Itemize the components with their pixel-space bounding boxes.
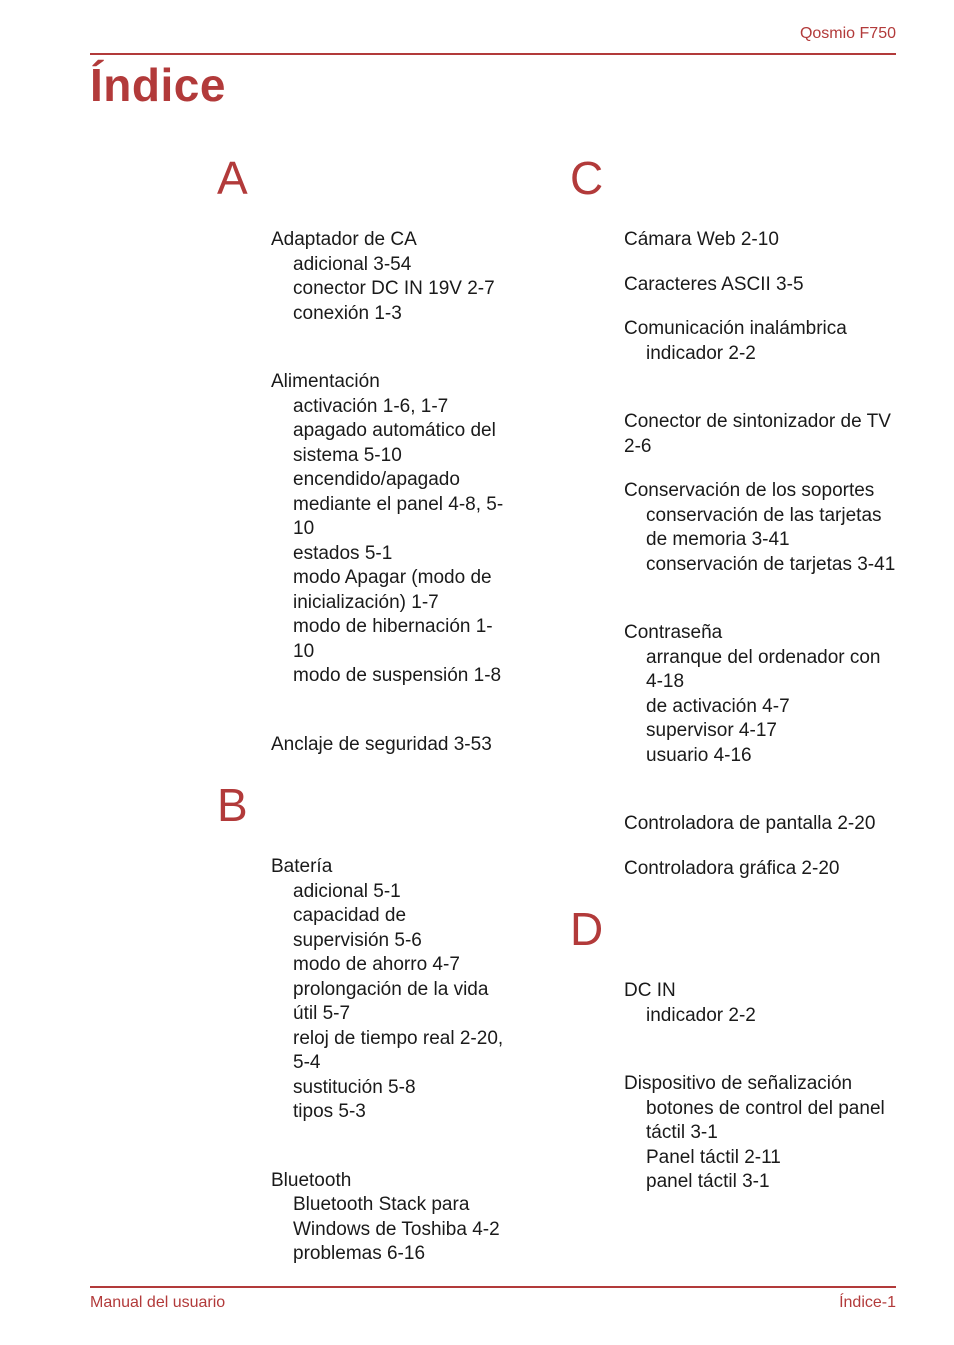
sub-entry: indicador 2-2 (646, 1004, 756, 1026)
entry-list (570, 206, 900, 881)
entry-term: Cámara Web 2-10 (624, 229, 779, 250)
index-entry (624, 273, 900, 298)
section-letter: B (217, 779, 248, 831)
entry-term: Contraseña (624, 622, 723, 643)
index-entry (271, 855, 507, 1125)
entry-term: DC IN (624, 980, 676, 1001)
index-entry (624, 812, 900, 837)
entry-term: Anclaje de seguridad 3-53 (271, 733, 492, 755)
entry-term: Bluetooth (271, 1169, 352, 1191)
sub-entry: conexión 1-3 (293, 302, 402, 324)
entry-term: Dispositivo de señalización (624, 1073, 853, 1094)
sub-entry: conector DC IN 19V 2-7 (293, 278, 495, 299)
index-entry (624, 410, 900, 459)
footer-rule (90, 1286, 896, 1288)
index-entry (271, 1169, 507, 1267)
entry-list (217, 833, 507, 1267)
entry-term: Conector de sintonizador de TV 2-6 (624, 411, 891, 457)
entry-term: Comunicación inalámbrica (624, 318, 847, 339)
index-entry (271, 733, 507, 758)
entry-term: Alimentación (271, 371, 380, 392)
footer-manual-title: Manual del usuario (90, 1294, 226, 1311)
sub-entry: modo Apagar (modo de inicialización) 1-7 (293, 567, 492, 613)
sub-entry: botones de control del panel táctil 3-1 (646, 1097, 885, 1143)
sub-entry: estados 5-1 (293, 542, 393, 564)
section-letter: C (570, 152, 604, 204)
sub-entry: encendido/apagado mediante el panel 4-8, 5-10 (293, 469, 504, 539)
index-entry (624, 979, 900, 1028)
index-entry (624, 228, 900, 253)
index-entry (271, 228, 507, 326)
entry-term: Caracteres ASCII 3-5 (624, 273, 804, 295)
footer-page-number: Índice-1 (839, 1294, 896, 1311)
index-entry (624, 621, 900, 768)
index-section (217, 777, 507, 1267)
section-letter: A (217, 152, 248, 204)
index-entry (624, 857, 900, 882)
sub-entry: adicional 5-1 (293, 880, 401, 902)
sub-entry: de activación 4-7 (646, 695, 790, 717)
entry-term: Controladora de pantalla 2-20 (624, 813, 876, 834)
index-section (570, 150, 900, 881)
sub-entry: problemas 6-16 (293, 1243, 426, 1264)
page-title: Índice (90, 59, 226, 111)
sub-entry: prolongación de la vida útil 5-7 (293, 978, 489, 1024)
index-column-right (570, 150, 900, 1239)
entry-term: Conservación de los soportes (624, 480, 875, 501)
index-entry (624, 317, 900, 366)
index-entry (624, 1072, 900, 1195)
sub-entry: arranque del ordenador con 4-18 (646, 646, 881, 692)
sub-entry: supervisor 4-17 (646, 720, 777, 741)
sub-entry: sustitución 5-8 (293, 1076, 416, 1098)
sub-entry: conservación de tarjetas 3-41 (646, 553, 896, 575)
index-entry (624, 479, 900, 577)
header-product-name: Qosmio F750 (799, 25, 896, 42)
sub-entry: conservación de las tarjetas de memoria 3-41 (646, 504, 882, 550)
sub-entry: capacidad de supervisión 5-6 (293, 905, 422, 951)
index-section (570, 901, 900, 1195)
header-rule (90, 53, 896, 55)
sub-entry: Panel táctil 2-11 (646, 1146, 781, 1168)
sub-entry: modo de hibernación 1-10 (293, 616, 493, 662)
entry-list (217, 206, 507, 757)
sub-entry: activación 1-6, 1-7 (293, 395, 449, 417)
entry-term: Adaptador de CA (271, 229, 417, 250)
entry-term: Batería (271, 856, 333, 877)
sub-entry: Bluetooth Stack para Windows de Toshiba 4-2 (293, 1194, 500, 1240)
section-letter: D (570, 903, 604, 955)
sub-entry: modo de suspensión 1-8 (293, 665, 502, 686)
sub-entry: apagado automático del sistema 5-10 (293, 420, 496, 466)
index-column-left (217, 150, 507, 1311)
index-entry (271, 370, 507, 689)
sub-entry: reloj de tiempo real 2-20, 5-4 (293, 1027, 504, 1073)
sub-entry: panel táctil 3-1 (646, 1171, 770, 1192)
sub-entry: usuario 4-16 (646, 744, 752, 766)
entry-term: Controladora gráfica 2-20 (624, 857, 840, 879)
index-section (217, 150, 507, 757)
sub-entry: indicador 2-2 (646, 342, 756, 364)
sub-entry: adicional 3-54 (293, 253, 412, 275)
sub-entry: tipos 5-3 (293, 1101, 366, 1122)
sub-entry: modo de ahorro 4-7 (293, 954, 460, 975)
entry-list (570, 957, 900, 1195)
